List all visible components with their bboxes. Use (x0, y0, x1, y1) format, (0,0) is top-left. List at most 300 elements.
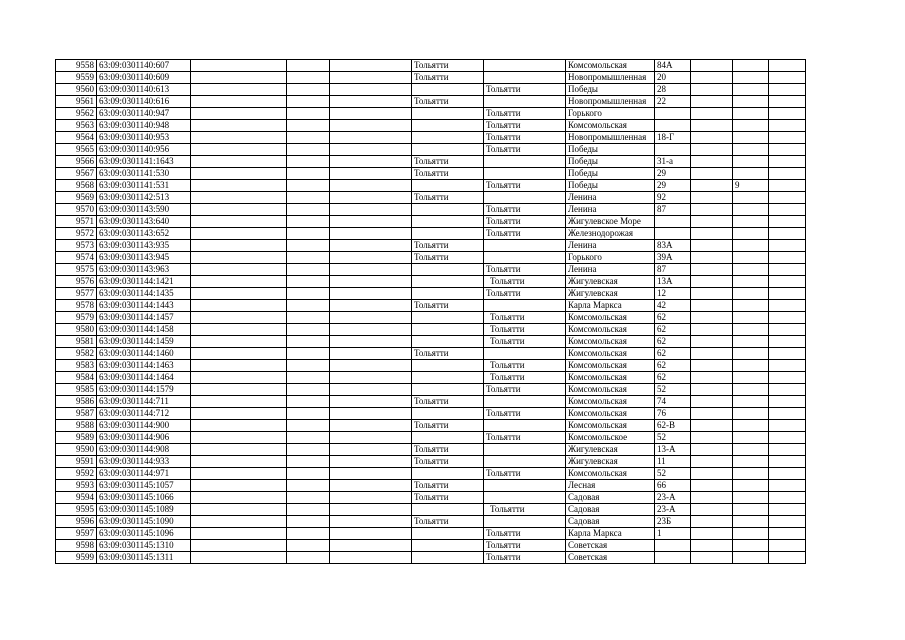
empty-cell (330, 168, 412, 180)
empty-cell (691, 468, 733, 480)
empty-cell (330, 288, 412, 300)
empty-cell (287, 252, 330, 264)
empty-cell (691, 300, 733, 312)
empty-cell (191, 288, 287, 300)
settlement-cell: Тольятти (484, 108, 566, 120)
house-cell: 13А (655, 276, 691, 288)
empty-cell (287, 384, 330, 396)
cadastral-number-cell: 63:09:0301141:530 (97, 168, 191, 180)
empty-cell (191, 108, 287, 120)
empty-cell (691, 264, 733, 276)
house-cell: 12 (655, 288, 691, 300)
empty-cell (769, 444, 806, 456)
empty-cell (691, 108, 733, 120)
row-number-cell: 9565 (56, 144, 97, 156)
table-row (56, 540, 806, 552)
empty-cell (769, 528, 806, 540)
empty-cell (191, 72, 287, 84)
empty-cell (287, 492, 330, 504)
locality-cell: Тольятти (412, 420, 484, 432)
empty-cell (769, 264, 806, 276)
street-cell: Комсомольская (566, 120, 655, 132)
extra-cell (733, 192, 769, 204)
empty-cell (769, 84, 806, 96)
row-number-cell: 9579 (56, 312, 97, 324)
empty-cell (769, 432, 806, 444)
table-row (56, 132, 806, 144)
street-cell: Ленина (566, 204, 655, 216)
empty-cell (287, 72, 330, 84)
street-cell: Жигулевское Море (566, 216, 655, 228)
table-row (56, 516, 806, 528)
locality-cell: Тольятти (412, 396, 484, 408)
street-cell: Садовая (566, 492, 655, 504)
empty-cell (330, 360, 412, 372)
empty-cell (191, 528, 287, 540)
locality-cell: Тольятти (412, 348, 484, 360)
row-number-cell: 9597 (56, 528, 97, 540)
empty-cell (330, 300, 412, 312)
settlement-cell: Тольятти (484, 228, 566, 240)
house-cell: 87 (655, 264, 691, 276)
table-row (56, 180, 806, 192)
row-number-cell: 9586 (56, 396, 97, 408)
empty-cell (691, 528, 733, 540)
cadastral-number-cell: 63:09:0301144:971 (97, 468, 191, 480)
cadastral-number-cell: 63:09:0301140:956 (97, 144, 191, 156)
house-cell: 52 (655, 432, 691, 444)
empty-cell (191, 240, 287, 252)
empty-cell (287, 516, 330, 528)
cadastral-number-cell: 63:09:0301144:1443 (97, 300, 191, 312)
empty-cell (287, 132, 330, 144)
table-row (56, 264, 806, 276)
settlement-cell: Тольятти (484, 312, 566, 324)
empty-cell (191, 300, 287, 312)
locality-cell: Тольятти (412, 516, 484, 528)
house-cell (655, 552, 691, 564)
cadastral-number-cell: 63:09:0301144:1421 (97, 276, 191, 288)
house-cell: 13-А (655, 444, 691, 456)
extra-cell (733, 252, 769, 264)
empty-cell (191, 120, 287, 132)
empty-cell (691, 216, 733, 228)
empty-cell (330, 504, 412, 516)
house-cell: 11 (655, 456, 691, 468)
row-number-cell: 9578 (56, 300, 97, 312)
cadastral-number-cell: 63:09:0301144:906 (97, 432, 191, 444)
empty-cell (330, 396, 412, 408)
table-row (56, 216, 806, 228)
empty-cell (287, 420, 330, 432)
empty-cell (287, 300, 330, 312)
cadastral-number-cell: 63:09:0301141:1643 (97, 156, 191, 168)
house-cell: 62 (655, 372, 691, 384)
empty-cell (330, 324, 412, 336)
table-row (56, 360, 806, 372)
settlement-cell: Тольятти (484, 84, 566, 96)
street-cell: Карла Маркса (566, 528, 655, 540)
street-cell: Садовая (566, 504, 655, 516)
extra-cell (733, 408, 769, 420)
table-row (56, 348, 806, 360)
empty-cell (769, 72, 806, 84)
cadastral-number-cell: 63:09:0301144:1463 (97, 360, 191, 372)
empty-cell (691, 432, 733, 444)
empty-cell (691, 420, 733, 432)
table-row (56, 288, 806, 300)
data-table (55, 59, 806, 564)
empty-cell (191, 384, 287, 396)
empty-cell (330, 552, 412, 564)
street-cell: Ленина (566, 240, 655, 252)
extra-cell (733, 288, 769, 300)
settlement-cell (484, 516, 566, 528)
locality-cell: Тольятти (412, 240, 484, 252)
empty-cell (769, 156, 806, 168)
house-cell: 76 (655, 408, 691, 420)
street-cell: Комсомольская (566, 468, 655, 480)
empty-cell (691, 456, 733, 468)
settlement-cell: Тольятти (484, 372, 566, 384)
row-number-cell: 9566 (56, 156, 97, 168)
house-cell: 74 (655, 396, 691, 408)
street-cell: Лесная (566, 480, 655, 492)
settlement-cell (484, 156, 566, 168)
locality-cell (412, 468, 484, 480)
row-number-cell: 9587 (56, 408, 97, 420)
empty-cell (191, 228, 287, 240)
extra-cell (733, 396, 769, 408)
empty-cell (330, 240, 412, 252)
cadastral-number-cell: 63:09:0301144:1457 (97, 312, 191, 324)
street-cell: Новопромышленная (566, 132, 655, 144)
table-row (56, 432, 806, 444)
cadastral-number-cell: 63:09:0301145:1310 (97, 540, 191, 552)
empty-cell (769, 276, 806, 288)
cadastral-number-cell: 63:09:0301143:652 (97, 228, 191, 240)
empty-cell (691, 276, 733, 288)
empty-cell (191, 372, 287, 384)
street-cell: Победы (566, 156, 655, 168)
empty-cell (330, 420, 412, 432)
settlement-cell: Тольятти (484, 384, 566, 396)
table-row (56, 396, 806, 408)
extra-cell (733, 552, 769, 564)
empty-cell (330, 60, 412, 72)
extra-cell (733, 528, 769, 540)
row-number-cell: 9589 (56, 432, 97, 444)
row-number-cell: 9591 (56, 456, 97, 468)
empty-cell (769, 384, 806, 396)
street-cell: Комсомольская (566, 324, 655, 336)
table-row (56, 60, 806, 72)
locality-cell (412, 384, 484, 396)
table-row (56, 84, 806, 96)
cadastral-number-cell: 63:09:0301140:948 (97, 120, 191, 132)
house-cell (655, 144, 691, 156)
cadastral-number-cell: 63:09:0301145:1090 (97, 516, 191, 528)
locality-cell: Тольятти (412, 168, 484, 180)
empty-cell (287, 204, 330, 216)
street-cell: Садовая (566, 516, 655, 528)
cadastral-number-cell: 63:09:0301143:963 (97, 264, 191, 276)
empty-cell (191, 312, 287, 324)
extra-cell (733, 348, 769, 360)
settlement-cell: Тольятти (484, 132, 566, 144)
extra-cell (733, 420, 769, 432)
extra-cell (733, 456, 769, 468)
locality-cell (412, 324, 484, 336)
house-cell: 20 (655, 72, 691, 84)
empty-cell (287, 348, 330, 360)
empty-cell (287, 432, 330, 444)
empty-cell (191, 144, 287, 156)
empty-cell (769, 396, 806, 408)
empty-cell (191, 432, 287, 444)
house-cell: 83А (655, 240, 691, 252)
locality-cell: Тольятти (412, 156, 484, 168)
empty-cell (191, 456, 287, 468)
house-cell: 87 (655, 204, 691, 216)
empty-cell (191, 336, 287, 348)
house-cell: 28 (655, 84, 691, 96)
row-number-cell: 9559 (56, 72, 97, 84)
settlement-cell: Тольятти (484, 324, 566, 336)
row-number-cell: 9563 (56, 120, 97, 132)
empty-cell (330, 468, 412, 480)
locality-cell: Тольятти (412, 60, 484, 72)
empty-cell (769, 108, 806, 120)
settlement-cell: Тольятти (484, 336, 566, 348)
empty-cell (287, 360, 330, 372)
empty-cell (191, 468, 287, 480)
empty-cell (769, 372, 806, 384)
empty-cell (287, 216, 330, 228)
empty-cell (691, 180, 733, 192)
street-cell: Новопромышленная (566, 72, 655, 84)
row-number-cell: 9571 (56, 216, 97, 228)
extra-cell (733, 492, 769, 504)
row-number-cell: 9590 (56, 444, 97, 456)
empty-cell (191, 96, 287, 108)
cadastral-number-cell: 63:09:0301144:711 (97, 396, 191, 408)
row-number-cell: 9573 (56, 240, 97, 252)
street-cell: Победы (566, 180, 655, 192)
house-cell: 62 (655, 324, 691, 336)
row-number-cell: 9568 (56, 180, 97, 192)
cadastral-number-cell: 63:09:0301144:1460 (97, 348, 191, 360)
empty-cell (191, 408, 287, 420)
empty-cell (691, 552, 733, 564)
locality-cell (412, 504, 484, 516)
empty-cell (330, 336, 412, 348)
street-cell: Жигулевская (566, 456, 655, 468)
empty-cell (691, 240, 733, 252)
empty-cell (769, 96, 806, 108)
street-cell: Комсомольская (566, 60, 655, 72)
row-number-cell: 9577 (56, 288, 97, 300)
empty-cell (287, 96, 330, 108)
empty-cell (769, 204, 806, 216)
empty-cell (287, 528, 330, 540)
row-number-cell: 9562 (56, 108, 97, 120)
cadastral-number-cell: 63:09:0301144:900 (97, 420, 191, 432)
house-cell: 29 (655, 168, 691, 180)
extra-cell (733, 444, 769, 456)
row-number-cell: 9596 (56, 516, 97, 528)
locality-cell (412, 552, 484, 564)
settlement-cell: Тольятти (484, 360, 566, 372)
extra-cell (733, 168, 769, 180)
table-row (56, 192, 806, 204)
cadastral-number-cell: 63:09:0301145:1311 (97, 552, 191, 564)
empty-cell (691, 168, 733, 180)
row-number-cell: 9561 (56, 96, 97, 108)
settlement-cell (484, 72, 566, 84)
locality-cell (412, 360, 484, 372)
empty-cell (330, 456, 412, 468)
empty-cell (769, 540, 806, 552)
settlement-cell (484, 240, 566, 252)
extra-cell (733, 324, 769, 336)
settlement-cell: Тольятти (484, 432, 566, 444)
empty-cell (191, 360, 287, 372)
extra-cell (733, 240, 769, 252)
settlement-cell: Тольятти (484, 264, 566, 276)
table-row (56, 504, 806, 516)
extra-cell (733, 516, 769, 528)
cadastral-number-cell: 63:09:0301140:953 (97, 132, 191, 144)
empty-cell (691, 252, 733, 264)
empty-cell (691, 156, 733, 168)
street-cell: Комсомольская (566, 348, 655, 360)
empty-cell (330, 72, 412, 84)
cadastral-number-cell: 63:09:0301144:1459 (97, 336, 191, 348)
empty-cell (691, 72, 733, 84)
empty-cell (769, 216, 806, 228)
empty-cell (769, 132, 806, 144)
locality-cell: Тольятти (412, 480, 484, 492)
extra-cell (733, 360, 769, 372)
empty-cell (769, 504, 806, 516)
empty-cell (769, 180, 806, 192)
empty-cell (287, 192, 330, 204)
house-cell: 23-А (655, 492, 691, 504)
empty-cell (287, 324, 330, 336)
empty-cell (287, 276, 330, 288)
empty-cell (330, 156, 412, 168)
cadastral-number-cell: 63:09:0301144:1435 (97, 288, 191, 300)
table-row (56, 144, 806, 156)
settlement-cell (484, 456, 566, 468)
table-row (56, 468, 806, 480)
house-cell: 18-Г (655, 132, 691, 144)
cadastral-number-cell: 63:09:0301140:613 (97, 84, 191, 96)
empty-cell (287, 60, 330, 72)
empty-cell (691, 312, 733, 324)
house-cell (655, 540, 691, 552)
table-row (56, 108, 806, 120)
cadastral-number-cell: 63:09:0301145:1057 (97, 480, 191, 492)
empty-cell (191, 180, 287, 192)
empty-cell (769, 456, 806, 468)
street-cell: Комсомольская (566, 372, 655, 384)
empty-cell (287, 408, 330, 420)
house-cell: 31-а (655, 156, 691, 168)
extra-cell (733, 228, 769, 240)
empty-cell (330, 540, 412, 552)
locality-cell: Тольятти (412, 492, 484, 504)
locality-cell (412, 528, 484, 540)
house-cell (655, 120, 691, 132)
empty-cell (287, 180, 330, 192)
empty-cell (191, 516, 287, 528)
extra-cell (733, 276, 769, 288)
empty-cell (691, 60, 733, 72)
street-cell: Жигулевская (566, 276, 655, 288)
street-cell: Горького (566, 252, 655, 264)
empty-cell (191, 132, 287, 144)
cadastral-number-cell: 63:09:0301143:640 (97, 216, 191, 228)
empty-cell (691, 360, 733, 372)
house-cell: 62-В (655, 420, 691, 432)
empty-cell (191, 492, 287, 504)
table-row (56, 312, 806, 324)
locality-cell: Тольятти (412, 96, 484, 108)
empty-cell (691, 372, 733, 384)
cadastral-number-cell: 63:09:0301143:590 (97, 204, 191, 216)
settlement-cell (484, 300, 566, 312)
locality-cell (412, 372, 484, 384)
locality-cell: Тольятти (412, 456, 484, 468)
empty-cell (330, 204, 412, 216)
row-number-cell: 9574 (56, 252, 97, 264)
cadastral-number-cell: 63:09:0301140:607 (97, 60, 191, 72)
street-cell: Победы (566, 144, 655, 156)
empty-cell (769, 492, 806, 504)
extra-cell (733, 60, 769, 72)
extra-cell (733, 540, 769, 552)
table-row (56, 408, 806, 420)
empty-cell (191, 324, 287, 336)
empty-cell (287, 456, 330, 468)
empty-cell (191, 252, 287, 264)
house-cell: 23-А (655, 504, 691, 516)
empty-cell (769, 144, 806, 156)
empty-cell (287, 468, 330, 480)
extra-cell (733, 132, 769, 144)
extra-cell (733, 312, 769, 324)
street-cell: Комсомольская (566, 384, 655, 396)
empty-cell (769, 480, 806, 492)
table-row (56, 276, 806, 288)
empty-cell (691, 396, 733, 408)
empty-cell (330, 108, 412, 120)
empty-cell (191, 552, 287, 564)
empty-cell (287, 540, 330, 552)
empty-cell (769, 360, 806, 372)
empty-cell (691, 540, 733, 552)
empty-cell (330, 96, 412, 108)
table-row (56, 156, 806, 168)
extra-cell (733, 96, 769, 108)
settlement-cell (484, 348, 566, 360)
empty-cell (691, 144, 733, 156)
empty-cell (287, 444, 330, 456)
row-number-cell: 9584 (56, 372, 97, 384)
table-row (56, 552, 806, 564)
